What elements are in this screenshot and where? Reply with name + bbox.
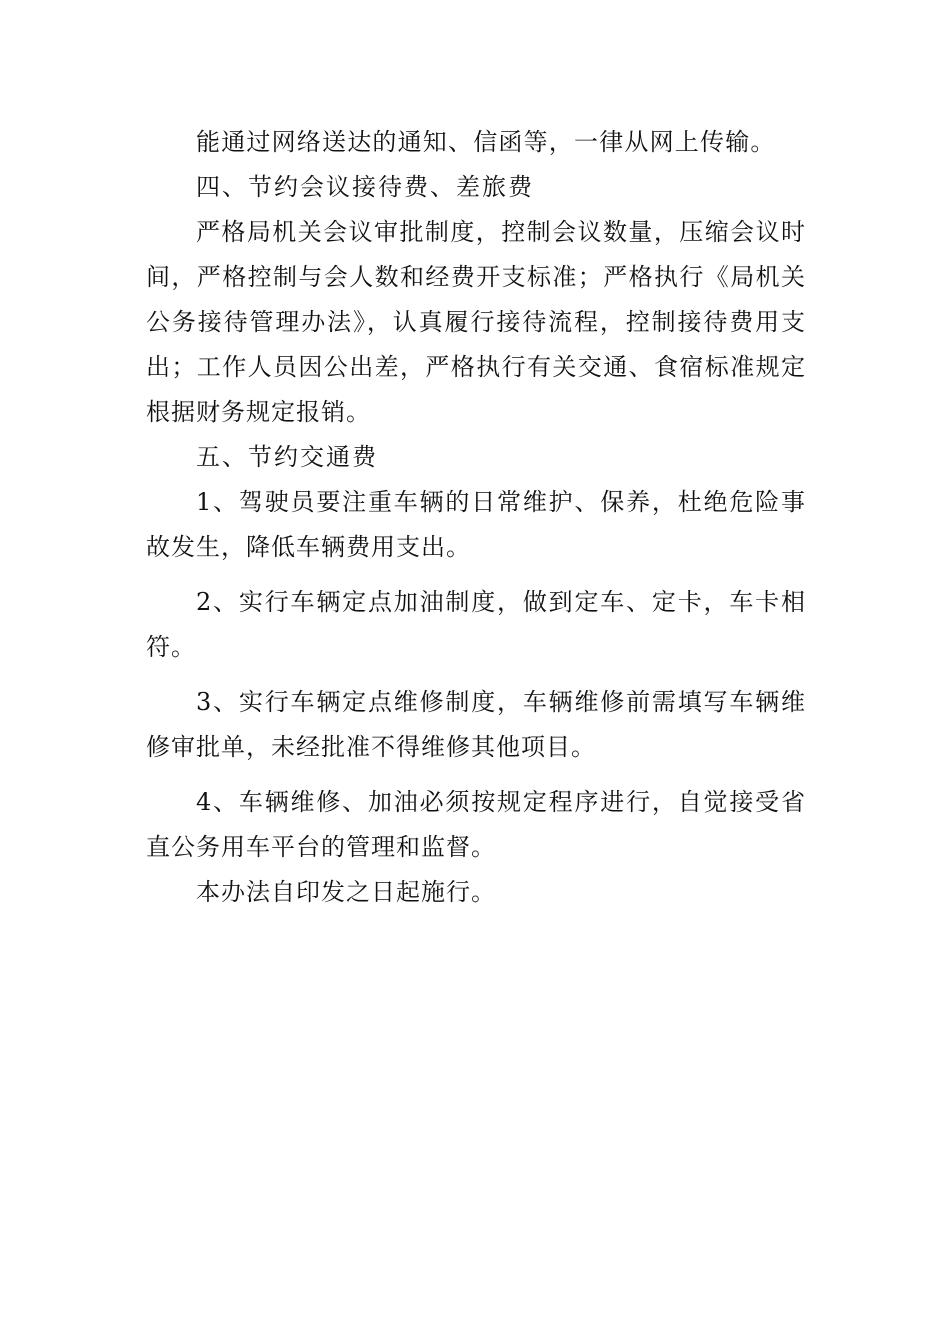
heading-section-four: 四、节约会议接待费、差旅费 bbox=[196, 173, 534, 201]
document-body bbox=[146, 120, 806, 915]
heading-section-five: 五、节约交通费 bbox=[196, 443, 378, 471]
paragraph-item-2: 2、实行车辆定点加油制度，做到定车、定卡，车卡相符。 bbox=[146, 588, 806, 661]
paragraph-item-3: 3、实行车辆定点维修制度，车辆维修前需填写车辆维修审批单，未经批准不得维修其他项目。 bbox=[146, 688, 806, 761]
paragraph-effective-date: 本办法自印发之日起施行。 bbox=[196, 878, 496, 906]
paragraph-item-1: 1、驾驶员要注重车辆的日常维护、保养，杜绝危险事故发生，降低车辆费用支出。 bbox=[146, 488, 806, 561]
paragraph-meeting-reception: 严格局机关会议审批制度，控制会议数量，压缩会议时间，严格控制与会人数和经费开支标准；严格执行《局机关公务接待管理办法》，认真履行接待流程，控制接待费用支出；工作人员因公出差，严格执行有关交通、食宿标准规定根据财务规定报销。 bbox=[146, 218, 806, 426]
paragraph-item-4: 4、车辆维修、加油必须按规定程序进行，自觉接受省直公务用车平台的管理和监督。 bbox=[146, 788, 806, 861]
paragraph-network-notice: 能通过网络送达的通知、信函等，一律从网上传输。 bbox=[196, 128, 776, 156]
